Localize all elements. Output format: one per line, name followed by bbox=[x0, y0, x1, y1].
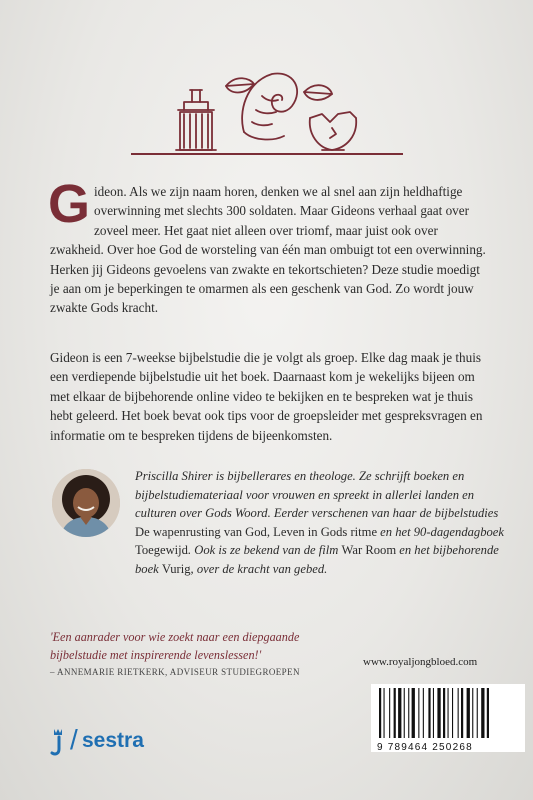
barcode-bar bbox=[481, 688, 484, 738]
broken-jar-icon bbox=[310, 112, 356, 150]
wine-press-icon bbox=[176, 90, 216, 150]
barcode-bar bbox=[389, 688, 390, 738]
barcode-bar bbox=[398, 688, 401, 738]
barcode-bar bbox=[448, 688, 449, 738]
barcode-bar bbox=[384, 688, 385, 738]
barcode-bar bbox=[461, 688, 463, 738]
isbn-number: 9 789464 250268 bbox=[377, 742, 473, 753]
intro-paragraph-1b: Herken jij Gideons gevoelens van zwakte en tekortschieten? Deze studie moedigt je aan om je beperkingen te omarmen als een geschenk van God. Zo wordt jouw zwakte Gods kracht. bbox=[50, 261, 480, 316]
leaf-icon bbox=[304, 85, 332, 100]
drop-cap: G bbox=[48, 174, 91, 234]
intro-text bbox=[48, 174, 490, 318]
endorsement-quote: 'Een aanrader voor wie zoekt naar een diepgaande bijbelstudie met inspirerende levenslessen!' bbox=[50, 630, 300, 662]
barcode-bar bbox=[379, 688, 381, 738]
barcode-bar bbox=[452, 688, 453, 738]
barcode-bar bbox=[418, 688, 419, 738]
barcode-bar bbox=[423, 688, 424, 738]
barcode-bar bbox=[404, 688, 405, 738]
author-bio-text: , over de kracht van gebed. bbox=[190, 561, 328, 576]
film-title: War Room bbox=[341, 543, 397, 558]
barcode-bar bbox=[458, 688, 459, 738]
author-photo bbox=[52, 469, 120, 537]
barcode-bar bbox=[467, 688, 470, 738]
barcode-bar bbox=[394, 688, 396, 738]
book-title: Toegewijd bbox=[135, 543, 188, 558]
decorative-divider bbox=[131, 153, 403, 155]
barcode-bar bbox=[487, 688, 489, 738]
study-description: Gideon is een 7-weekse bijbelstudie die je volgt als groep. Elke dag maak je thuis een verdiepende bijbelstudie uit het boek. Daarnaast kom je wekelijks bijeen om met elkaar de bijbehorende online video te bekijken en te bespreken wat je thuis hebt geleerd. Het boek bevat ook tips voor de groepsleider met gespreksvragen en informatie om te bespreken tijdens de bijeenkomsten. bbox=[50, 350, 483, 443]
logo-slash: / bbox=[70, 724, 78, 755]
endorsement-attribution: – ANNEMARIE RIETKERK, ADVISEUR STUDIEGROEPEN bbox=[50, 667, 300, 677]
barcode-bar bbox=[433, 688, 434, 738]
barcode-bar bbox=[477, 688, 478, 738]
author-bio-text: . Ook is ze bekend van de film bbox=[187, 543, 342, 558]
barcode-bar bbox=[472, 688, 473, 738]
publisher-logo bbox=[48, 724, 168, 757]
author-bio bbox=[135, 467, 505, 579]
cover-illustration bbox=[126, 62, 406, 158]
barcode-bars bbox=[375, 688, 521, 740]
book-title: Leven in Gods ritme bbox=[273, 524, 378, 539]
barcode-bar bbox=[412, 688, 415, 738]
barcode-bar bbox=[437, 688, 440, 738]
author-bio-text: en het bijbehorende boek bbox=[135, 543, 499, 576]
book-title: Vurig bbox=[161, 561, 191, 576]
publisher-url: www.royaljongbloed.com bbox=[363, 656, 478, 668]
isbn-barcode bbox=[371, 684, 525, 752]
publisher-name: sestra bbox=[82, 729, 144, 752]
intro-paragraph-1: ideon. Als we zijn naam horen, denken we al snel aan zijn heldhaftige overwinning met slechts 300 soldaten. Maar Gideons verhaal gaat over zoveel meer. Het gaat niet alleen over triomf, maar juist ook over zwakheid. Over hoe God de worsteling van één man ombuigt tot een overwinning. bbox=[50, 184, 486, 258]
author-bio-text: en het 90-dagendagboek bbox=[377, 524, 504, 539]
book-title: De wapenrusting van God bbox=[135, 524, 267, 539]
barcode-bar bbox=[443, 688, 445, 738]
crown-j-icon bbox=[48, 727, 68, 757]
author-bio-text: Priscilla Shirer is bijbellerares en theologe. Ze schrijft boeken en bijbelstudiemateriaal voor vrouwen en spreekt in allerlei landen en culturen over Gods Woord. Eerder verschenen van haar de bijbelstudies bbox=[135, 469, 499, 521]
separator: , bbox=[266, 524, 274, 539]
barcode-bar bbox=[428, 688, 430, 738]
barcode-bar bbox=[408, 688, 409, 738]
